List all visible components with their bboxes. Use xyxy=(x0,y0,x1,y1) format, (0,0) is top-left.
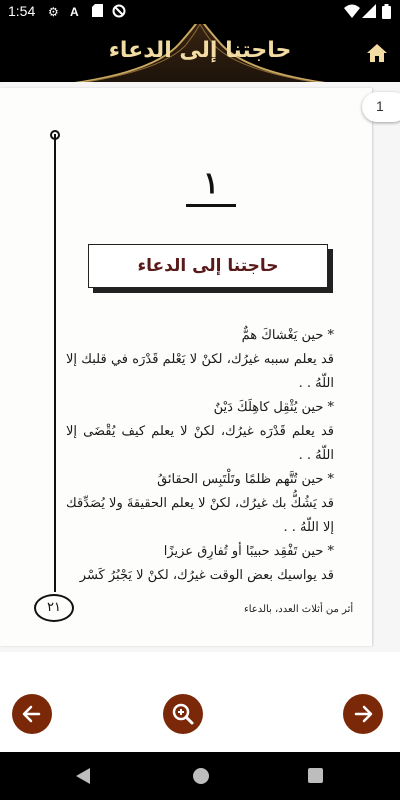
text-icon: A xyxy=(70,5,79,19)
page-indicator-label: 1 xyxy=(376,98,384,114)
paragraph: * حين تَفْقِد حبيبًا أو تُفارِق عزيزًا xyxy=(163,544,334,559)
paragraph: * حين يَغْشاكَ همٌّ xyxy=(241,328,334,343)
arrow-left-icon xyxy=(12,694,52,734)
reader-area[interactable] xyxy=(0,82,400,652)
home-button[interactable] xyxy=(366,42,388,64)
page-number: ٢١ xyxy=(34,594,74,622)
footer-caption: أثر من أثلاث العدد، بالدعاء xyxy=(244,604,354,615)
paragraph: قد يعلم قَدْرَه غيرُك، لكنْ لا يعلم كيف يُقْضَى إلا اللّهُ . . xyxy=(66,424,334,463)
page-indicator[interactable] xyxy=(362,92,400,122)
chapter-title-box xyxy=(88,244,328,288)
back-triangle-icon[interactable] xyxy=(76,768,90,784)
no-sign-icon xyxy=(112,4,126,22)
book-page[interactable] xyxy=(0,88,372,646)
bottom-controls xyxy=(0,652,400,752)
arrow-right-icon xyxy=(343,694,383,734)
chapter-title: حاجتنا إلى الدعاء xyxy=(137,256,279,276)
battery-icon xyxy=(382,4,391,23)
recent-square-icon[interactable] xyxy=(308,768,323,783)
system-nav-bar xyxy=(0,752,400,800)
chapter-underline xyxy=(186,204,236,207)
previous-page-button[interactable] xyxy=(12,694,52,734)
status-bar xyxy=(0,0,400,24)
zoom-icon xyxy=(163,694,203,734)
signal-icon xyxy=(362,4,376,22)
app-bar xyxy=(0,24,400,82)
next-page-button[interactable] xyxy=(343,694,383,734)
paragraph: * حين تُتَّهم ظلمًا وتَلْتَبِس الحقائقُ xyxy=(157,472,334,487)
paragraph: قد يَشُكُّ بك غيرُك، لكنْ لا يعلم الحقيقةَ ولا يُصَدِّقك إلا اللّهُ . . xyxy=(66,496,334,535)
app-title: حاجتنا إلى الدعاء xyxy=(108,38,292,63)
sd-card-icon xyxy=(92,4,103,21)
wifi-icon xyxy=(344,4,360,22)
paragraph: * حين يُثْقِل كاهِلَكَ دَيْنٌ xyxy=(213,400,334,415)
status-time: 1:54 xyxy=(8,3,36,19)
chapter-number: ١ xyxy=(202,166,220,201)
home-icon xyxy=(366,42,388,64)
margin-line xyxy=(54,134,56,592)
paragraph: قد يواسيك بعض الوقت غيرُك، لكنْ لا يَجْبُرُ كَسْر xyxy=(79,568,334,583)
page-text xyxy=(66,324,334,588)
home-circle-icon[interactable] xyxy=(193,768,209,784)
paragraph: قد يعلم سببه غيرُك، لكنْ لا يَعْلم قَدْرَه في قلبك إلا اللّهُ . . xyxy=(66,352,334,391)
zoom-button[interactable] xyxy=(163,694,203,734)
gear-icon: ⚙ xyxy=(48,5,59,19)
